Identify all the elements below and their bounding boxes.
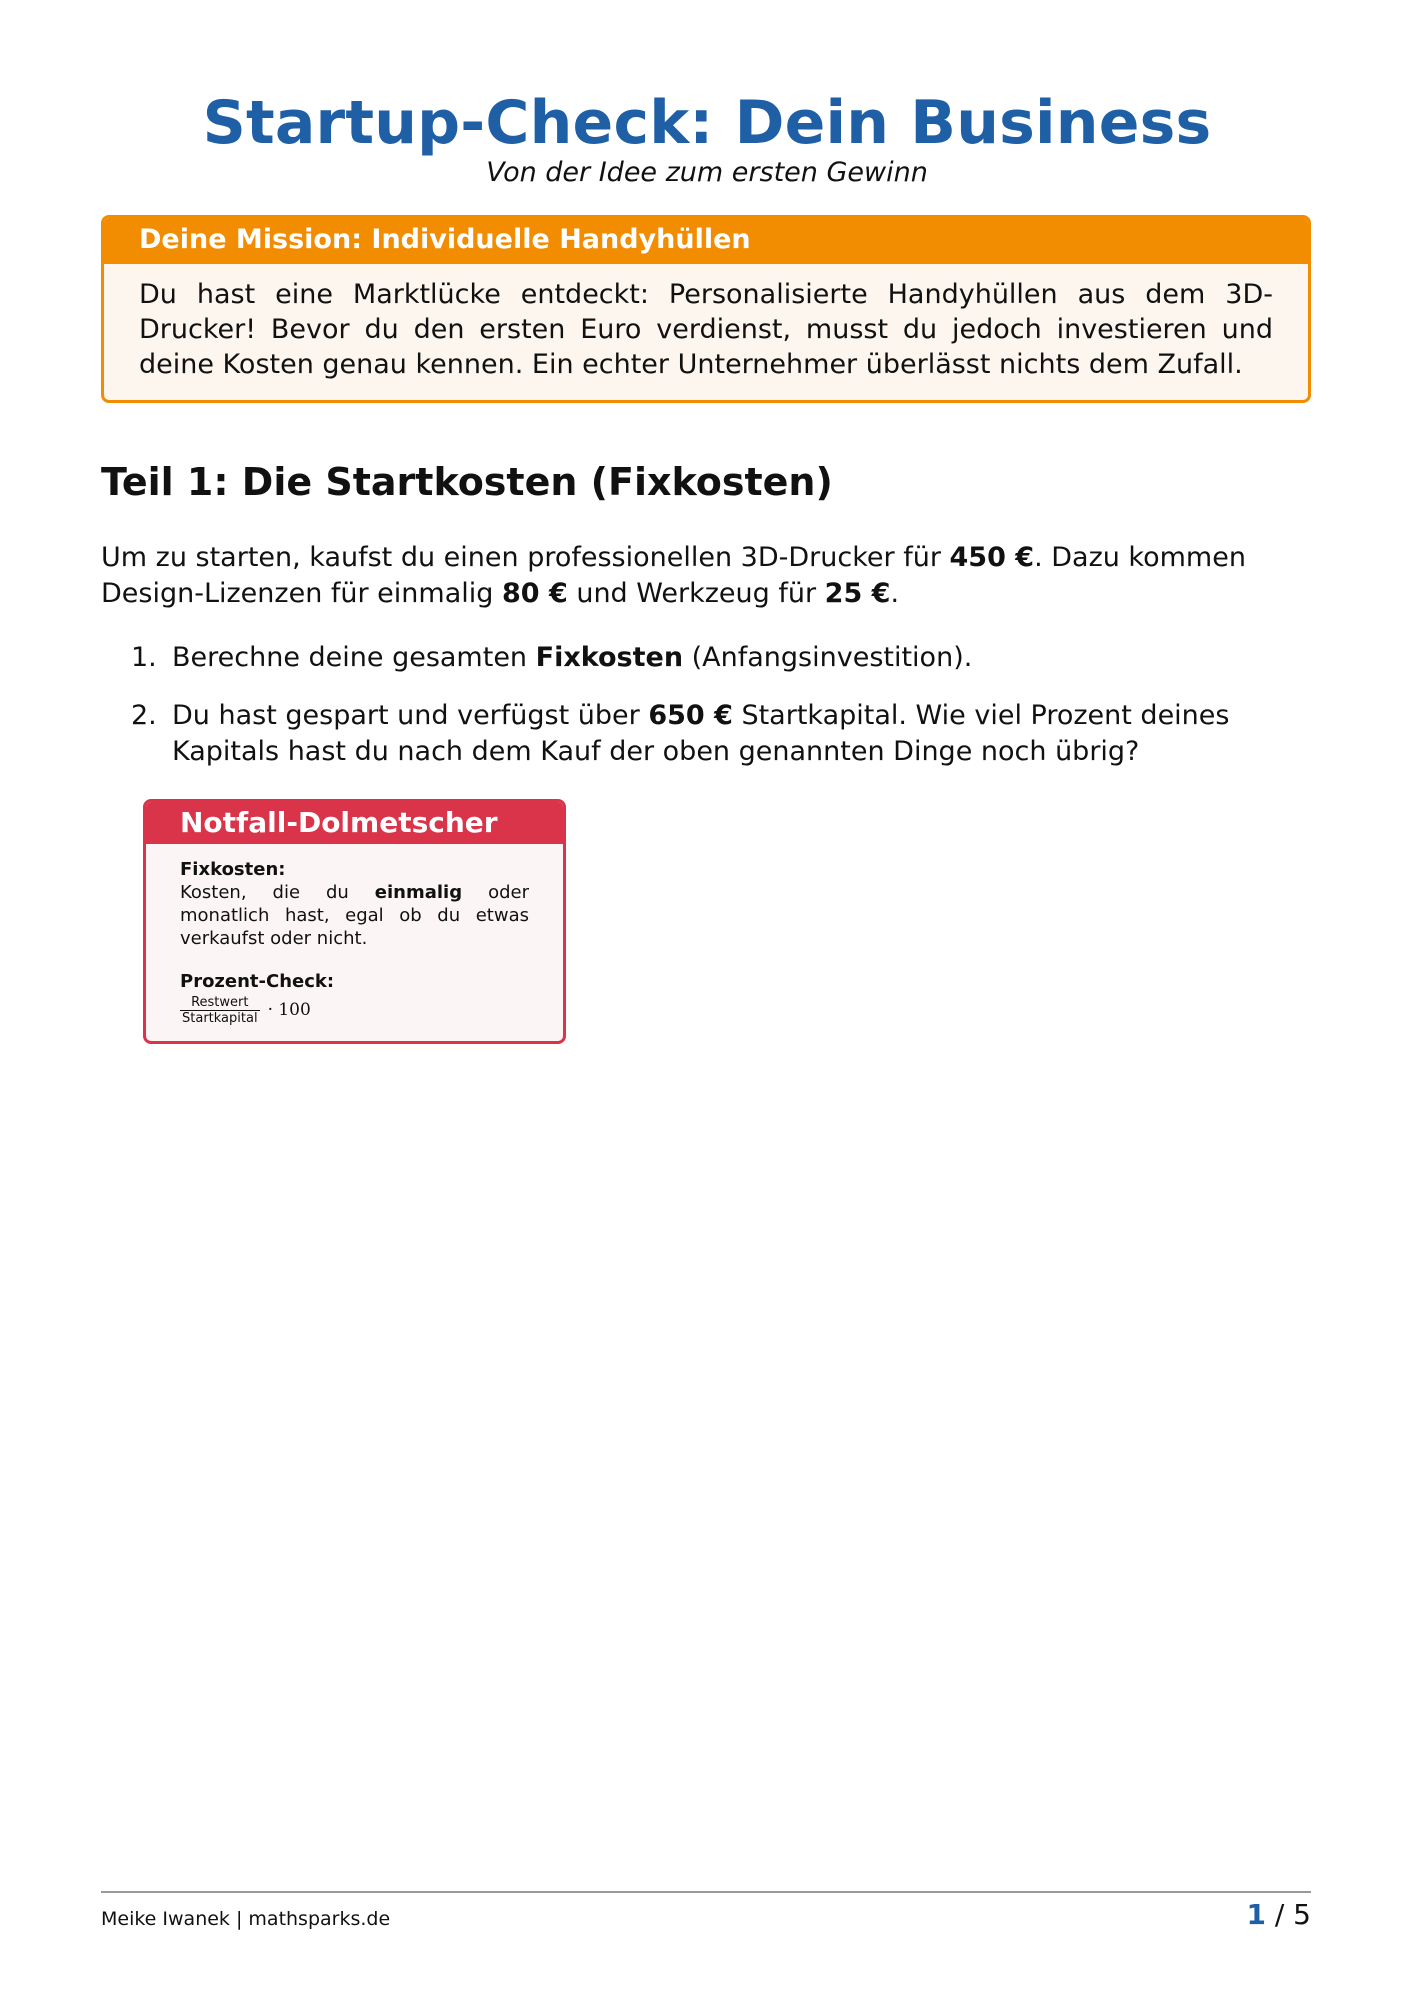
definition-keyword: einmalig (374, 882, 463, 903)
formula-numerator: Restwert (191, 995, 249, 1010)
task-keyword: Fixkosten (535, 642, 684, 673)
mission-heading: Deine Mission: Individuelle Handyhüllen (104, 218, 1308, 264)
percent-formula (180, 995, 529, 1026)
task-item (101, 640, 1311, 676)
help-body (146, 844, 563, 1026)
task-text: Berechne deine gesamten (172, 642, 536, 673)
printer-price: 450 € (949, 542, 1035, 573)
help-box (143, 799, 566, 1044)
formula-denominator: Startkapital (182, 1011, 258, 1026)
task-list (101, 640, 1311, 792)
intro-text: . (890, 578, 900, 609)
term-fixkosten: Fixkosten: (180, 859, 286, 880)
task-text: Startkapital. Wie viel Prozent deines Kapitals hast du nach dem Kauf der oben genannten Dinge noch übrig? (172, 700, 1230, 767)
formula-fraction (180, 995, 260, 1026)
task-text: (Anfangsinvestition). (683, 642, 973, 673)
term-prozent-check: Prozent-Check: (180, 971, 335, 992)
tool-price: 25 € (824, 578, 891, 609)
task-text: Du hast gespart und verfügst über (172, 700, 649, 731)
footer-divider (101, 1891, 1311, 1893)
page-title: Startup-Check: Dein Business (202, 88, 1212, 158)
task-item (101, 698, 1311, 770)
page-number (1246, 1898, 1311, 1931)
page-subtitle: Von der Idee zum ersten Gewinn (486, 157, 928, 188)
page-current: 1 (1246, 1898, 1266, 1931)
definition-text: Kosten, die du (180, 882, 375, 903)
task-number: 2. (131, 700, 157, 731)
intro-text: und Werkzeug für (567, 578, 825, 609)
capital-amount: 650 € (648, 700, 733, 731)
task-number: 1. (131, 642, 157, 673)
definition-fixkosten (180, 881, 529, 950)
definition-text: oder monatlich hast, egal ob du etwas verkaufst oder nicht. (180, 882, 530, 949)
section-intro (101, 540, 1311, 612)
formula-multiplier: · 100 (267, 1000, 311, 1020)
page-total: / 5 (1274, 1898, 1311, 1931)
mission-text: Du hast eine Marktlücke entdeckt: Personalisierte Handyhüllen aus dem 3D-Drucker! Bevor du den ersten Euro verdienst, musst du jedoch investieren und deine Kosten genau kennen. Ein echter Unternehmer überlässt nichts dem Zufall. (139, 279, 1273, 380)
help-heading: Notfall-Dolmetscher (146, 802, 563, 844)
mission-box (101, 215, 1311, 403)
footer-credit: Meike Iwanek | mathsparks.de (101, 1908, 391, 1930)
license-price: 80 € (501, 578, 568, 609)
intro-text: Um zu starten, kaufst du einen professionellen 3D-Drucker für (101, 542, 950, 573)
intro-text: . Dazu kommen Design-Lizenzen für einmalig (101, 542, 1246, 609)
section-heading: Teil 1: Die Startkosten (Fixkosten) (101, 460, 833, 504)
